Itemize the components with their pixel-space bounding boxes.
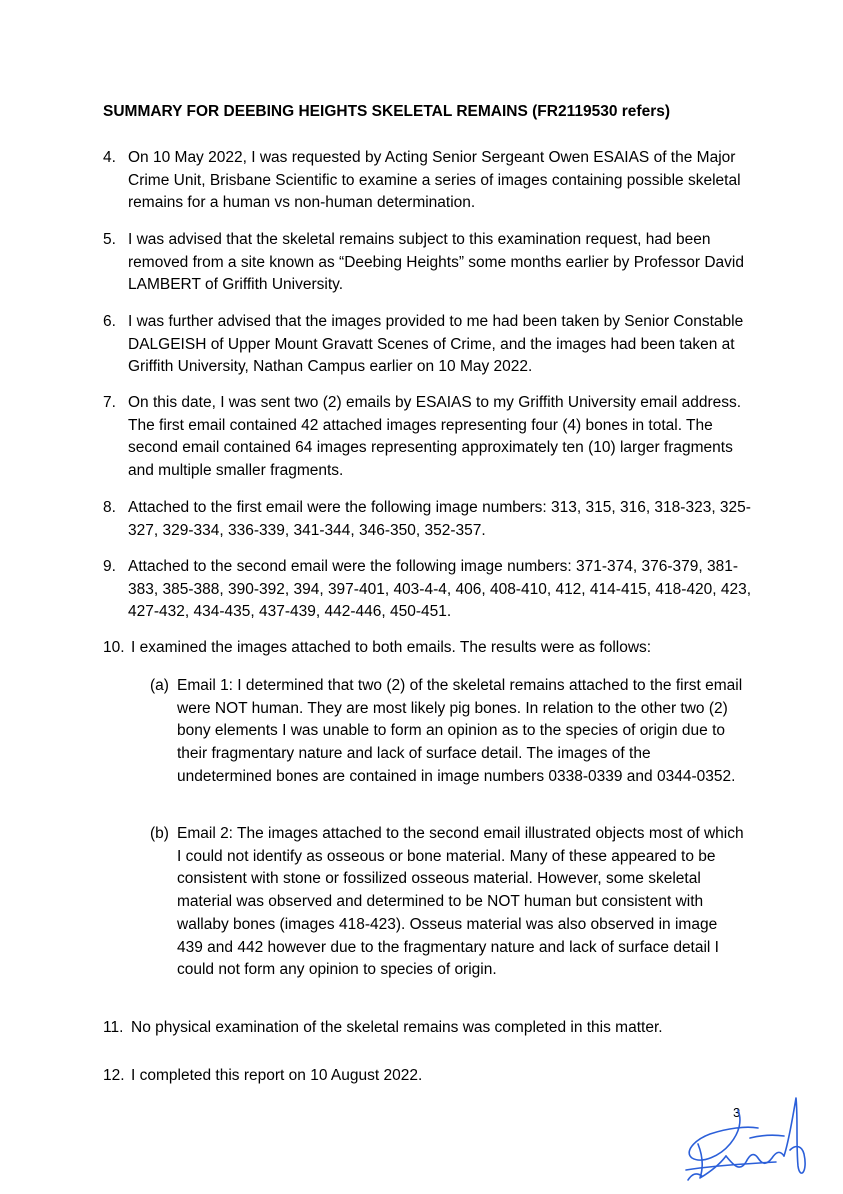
item-number: 9. — [103, 558, 116, 575]
item-number: 8. — [103, 499, 116, 516]
sub-item-text: Email 2: The images attached to the second email illustrated objects most of which I could not identify as osseous or bone material. Many of these appeared to be consistent with stone or fossilized osseous material. However, some skeletal material was observed and determined to be NOT human but consistent with wallaby bones (images 418-423). Osseus material was also observed in image 439 and 442 however due to the fragmentary nature and lack of surface detail I could not form any opinion to species of origin. — [177, 825, 744, 979]
sub-item-text: Email 1: I determined that two (2) of the skeletal remains attached to the first email were NOT human. They are most likely pig bones. In relation to the other two (2) bony elements I was unable to form an opinion as to the species of origin due to their fragmentary nature and lack of surface detail. The images of the undetermined bones are contained in image numbers 0338-0339 and 0344-0352. — [177, 677, 743, 785]
item-text: On 10 May 2022, I was requested by Acting Senior Sergeant Owen ESAIAS of the Major Crime Unit, Brisbane Scientific to examine a series of images containing possible skeletal remains for a human vs non-human determination. — [128, 149, 741, 212]
item-text: I was advised that the skeletal remains subject to this examination request, had been removed from a site known as “Deebing Heights” some months earlier by Professor David LAMBERT of Griffith University. — [128, 231, 744, 294]
item-number: 10. — [103, 639, 125, 656]
item-text: I completed this report on 10 August 2022. — [131, 1067, 423, 1084]
handwritten-signature-icon — [680, 1092, 820, 1187]
document-title: SUMMARY FOR DEEBING HEIGHTS SKELETAL REMAINS (FR2119530 refers) — [103, 103, 671, 120]
sub-item-label: (a) — [150, 677, 169, 694]
item-number: 6. — [103, 313, 116, 330]
item-number: 12. — [103, 1067, 125, 1084]
item-text: I examined the images attached to both emails. The results were as follows: — [131, 639, 652, 656]
item-number: 11. — [103, 1019, 124, 1036]
item-text: No physical examination of the skeletal remains was completed in this matter. — [131, 1019, 663, 1036]
item-text: Attached to the second email were the following image numbers: 371-374, 376-379, 381-383, 385-388, 390-392, 394, 397-401, 403-4-4, 406, 408-410, 412, 414-415, 418-420, 423, 427-432, 434-435, 437-439, 442-446, 450-451. — [128, 558, 752, 621]
item-number: 5. — [103, 231, 116, 248]
sub-item-label: (b) — [150, 825, 169, 842]
page-number: 3 — [733, 1105, 741, 1120]
item-text: Attached to the first email were the following image numbers: 313, 315, 316, 318-323, 325-327, 329-334, 336-339, 341-344, 346-350, 352-357. — [128, 499, 751, 539]
item-text: On this date, I was sent two (2) emails by ESAIAS to my Griffith University email address. The first email contained 42 attached images representing four (4) bones in total. The second email contained 64 images representing approximately ten (10) larger fragments and multiple smaller fragments. — [128, 394, 742, 480]
item-number: 4. — [103, 149, 116, 166]
item-text: I was further advised that the images provided to me had been taken by Senior Constable DALGEISH of Upper Mount Gravatt Scenes of Crime, and the images had been taken at Griffith University, Nathan Campus earlier on 10 May 2022. — [128, 313, 744, 376]
item-number: 7. — [103, 394, 116, 411]
